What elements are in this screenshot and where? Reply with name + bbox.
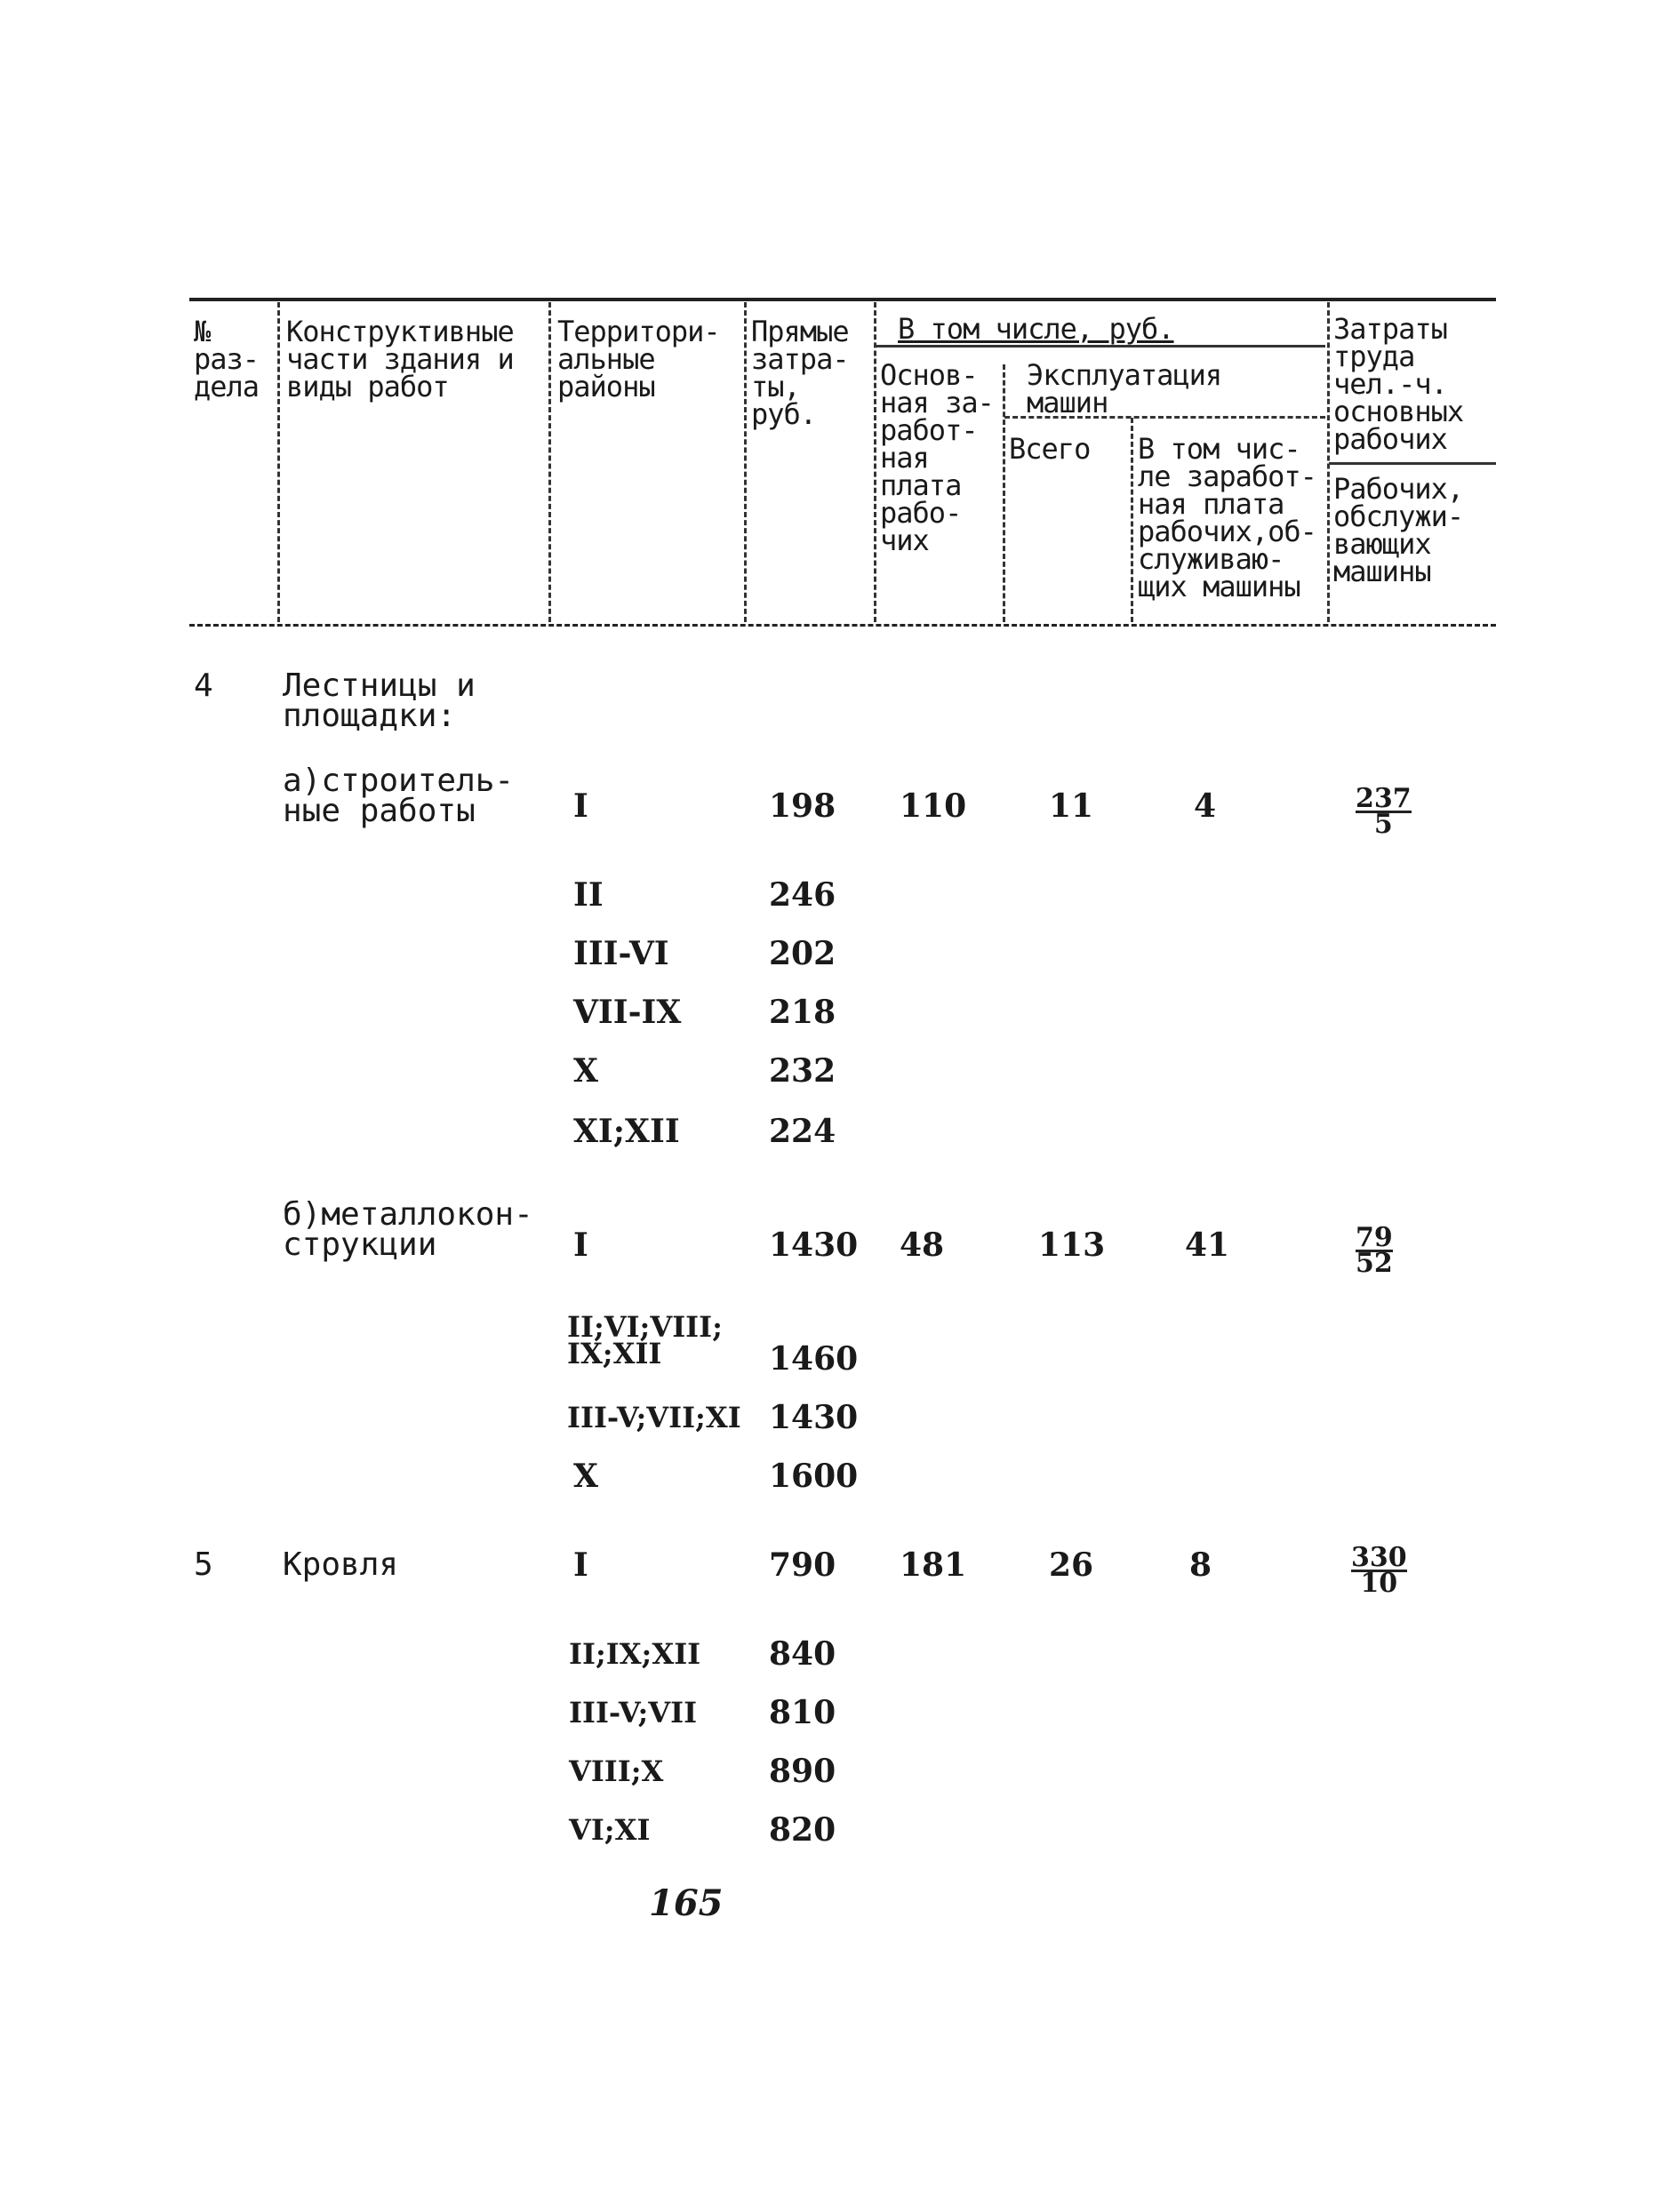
header-col-parts: Конструктивные части здания и виды работ [286,315,514,403]
row-labor-fraction [1356,783,1412,840]
row-labor-machine: 5 [1373,809,1393,840]
labor-sub-rule [1329,462,1496,465]
row-exploit-total: 11 [1049,787,1094,825]
col-sep-5 [1003,364,1005,622]
row-exploit-total: 26 [1049,1546,1094,1584]
header-bottom-rule [189,624,1496,627]
header-col-direct: Прямые затра- ты, руб. [751,315,849,431]
header-group-exploit: Эксплуатация машин [1027,358,1222,419]
row-direct: 224 [769,1113,836,1150]
row-region: III-V;VII [569,1696,698,1730]
row-direct: 1460 [769,1340,859,1378]
header-col-num: № раз- дела [194,315,260,403]
row-wage: 181 [900,1546,967,1584]
row-part: Лестницы и площадки: [283,667,476,734]
row-part: б)металлокон- струкции [283,1196,533,1263]
row-direct: 1600 [769,1458,859,1495]
header-col-regions: Территори- альные районы [557,315,720,403]
row-labor-main: 330 [1351,1542,1407,1573]
row-region: VII-IX [573,994,682,1031]
row-labor-main: 79 [1356,1222,1393,1253]
row-direct: 810 [769,1694,836,1731]
row-region: I [573,787,588,825]
col-sep-3 [744,302,747,622]
row-region: I [573,1226,588,1264]
row-exploit-wage: 4 [1194,787,1217,825]
header-col-labor: Затраты труда чел.-ч. основных рабочих [1333,312,1464,456]
header-top-rule [189,298,1496,301]
row-exploit-total: 113 [1038,1226,1106,1264]
row-region: III-VI [573,935,669,972]
row-wage: 48 [900,1226,945,1264]
row-region: X [573,1052,598,1090]
row-region: VIII;X [569,1754,664,1788]
col-sep-6 [1131,418,1133,622]
header-col-incl-wage: В том чис- ле заработ- ная плата рабочих,об- служиваю- щих машины [1138,432,1316,603]
row-exploit-wage: 8 [1189,1546,1212,1584]
row-region: I [573,1546,588,1584]
row-region: X [573,1458,598,1495]
row-labor-fraction [1356,1222,1393,1279]
row-direct: 840 [769,1635,836,1673]
row-direct: 820 [769,1811,836,1849]
row-part: а)строитель- ные работы [283,763,515,829]
row-direct: 232 [769,1052,836,1090]
col-sep-4 [874,302,876,622]
row-labor-machine: 10 [1360,1568,1398,1599]
row-direct: 246 [769,876,836,914]
row-direct: 1430 [769,1226,859,1264]
row-num: 4 [194,667,213,704]
row-direct: 1430 [769,1399,859,1436]
row-labor-main: 237 [1356,783,1412,814]
row-exploit-wage: 41 [1185,1226,1230,1264]
row-direct: 890 [769,1753,836,1790]
row-wage: 110 [900,787,967,825]
row-region: XI;XII [573,1113,680,1150]
row-region: II;VI;VIII; IX;XII [567,1310,723,1370]
row-region: III-V;VII;XI [567,1401,741,1434]
col-sep-1 [277,302,280,622]
header-col-wage: Основ- ная за- работ- ная плата рабо- чих [880,358,994,557]
row-direct: 198 [769,787,836,825]
row-part: Кровля [283,1546,399,1583]
page-number: 165 [649,1882,724,1924]
header-col-labor-sub: Рабочих, обслужи- вающих машины [1333,472,1464,588]
header-col-total: Всего [1009,432,1091,466]
header-group-incl: В том числе, руб. [898,312,1174,346]
row-region: II;IX;XII [569,1637,701,1671]
row-region: II [573,876,604,914]
row-direct: 218 [769,994,836,1031]
row-direct: 790 [769,1546,836,1584]
row-region: VI;XI [569,1813,651,1847]
row-direct: 202 [769,935,836,972]
row-labor-machine: 52 [1356,1248,1393,1279]
row-labor-fraction [1351,1542,1407,1599]
row-num: 5 [194,1546,213,1583]
col-sep-2 [548,302,551,622]
